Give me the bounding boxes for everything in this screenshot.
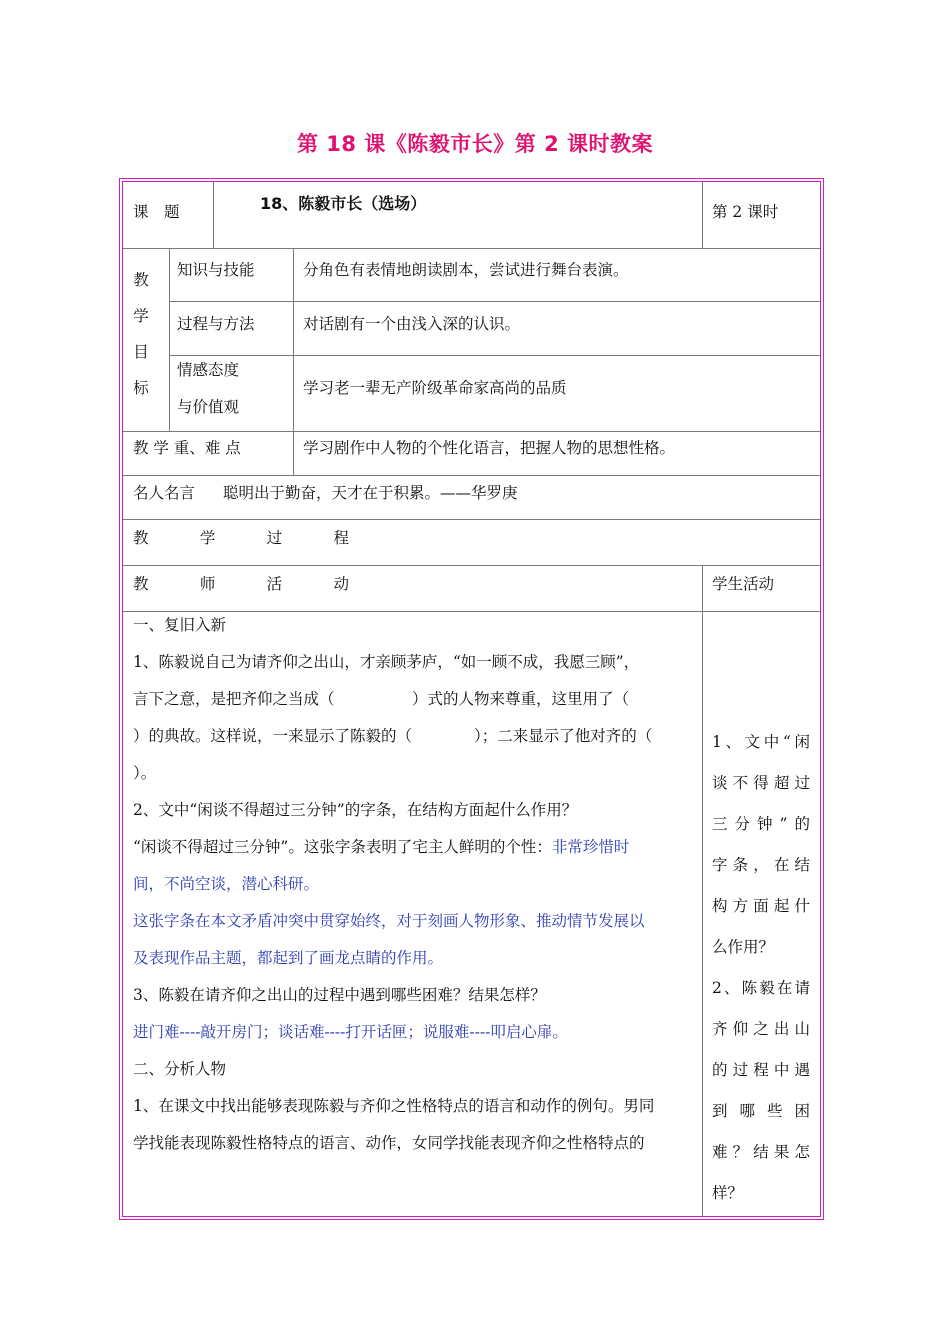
- student-line: 谈不得超过: [712, 774, 810, 792]
- student-activity-heading: 学生活动: [712, 575, 775, 593]
- quote-label: 名人名言: [133, 484, 196, 502]
- row-divider: [123, 565, 820, 566]
- content-line: 间，不尚空谈，潜心科研。: [133, 875, 320, 893]
- row-divider: [123, 519, 820, 520]
- row-divider: [123, 431, 820, 432]
- student-activity-content: [712, 722, 810, 1214]
- content-line: 及表现作品主题，都起到了画龙点睛的作用。: [133, 949, 444, 967]
- col-divider: [169, 248, 170, 432]
- content-line: ）。: [133, 764, 157, 782]
- student-line: 样？: [712, 1184, 744, 1202]
- student-line: 字条，在结: [712, 856, 810, 874]
- student-line: 到哪些困: [712, 1102, 810, 1120]
- knowledge-value: 分角色有表情地朗读剧本，尝试进行舞台表演。: [303, 261, 629, 279]
- row-divider: [169, 301, 820, 302]
- page-title: 第 18 课《陈毅市长》第 2 课时教案: [296, 132, 654, 156]
- focus-label: 教 学 重、难 点: [133, 439, 241, 457]
- student-line: 的过程中遇: [712, 1061, 810, 1079]
- student-line: 1、文中“闲: [712, 733, 810, 751]
- col-divider: [293, 248, 294, 476]
- content-line: ）的典故。这样说，一来显示了陈毅的（ ）；二来显示了他对齐的（: [133, 727, 653, 745]
- student-line: 三分钟”的: [712, 815, 810, 833]
- process-method-label: 过程与方法: [177, 315, 255, 333]
- content-line: 1、陈毅说自己为请齐仰之出山，才亲顾茅庐，“如一顾不成，我愿三顾”，: [133, 653, 640, 671]
- quote-value: 聪明出于勤奋，天才在于积累。——华罗庚: [223, 484, 518, 502]
- period-label: 第 2 课时: [712, 203, 779, 221]
- emotion-value: 学习老一辈无产阶级革命家高尚的品质: [303, 379, 567, 397]
- row-divider: [123, 248, 820, 249]
- teacher-activity-content: [133, 607, 693, 1162]
- content-line: 言下之意，是把齐仰之当成（ ）式的人物来尊重，这里用了（: [133, 690, 630, 708]
- student-line: 么作用？: [712, 938, 775, 956]
- student-line: 齐仰之出山: [712, 1020, 810, 1038]
- row-divider: [123, 475, 820, 476]
- student-line: 2、陈毅在请: [712, 979, 810, 997]
- content-line: “闲谈不得超过三分钟”。这张字条表明了宅主人鲜明的个性：非常珍惜时: [133, 838, 630, 856]
- focus-value: 学习剧作中人物的个性化语言，把握人物的思想性格。: [303, 439, 676, 457]
- knowledge-label: 知识与技能: [177, 261, 255, 279]
- content-line: 进门难----敲开房门；谈话难----打开话匣；说服难----叩启心扉。: [133, 1023, 568, 1041]
- content-line: 2、文中“闲谈不得超过三分钟”的字条，在结构方面起什么作用？: [133, 801, 578, 819]
- content-line: 二、分析人物: [133, 1060, 227, 1078]
- content-line: 1、在课文中找出能够表现陈毅与齐仰之性格特点的语言和动作的例句。男同: [133, 1097, 655, 1115]
- student-line: 难？结果怎: [712, 1143, 810, 1161]
- teacher-activity-heading: 教 师 活 动: [133, 575, 349, 593]
- col-divider: [213, 182, 214, 249]
- goals-label: 教 学 目 标: [133, 271, 149, 397]
- content-line: 一、复旧入新: [133, 616, 227, 634]
- student-line: 构方面起什: [712, 897, 810, 915]
- content-line: 学找能表现陈毅性格特点的语言、动作，女同学找能表现齐仰之性格特点的: [133, 1134, 645, 1152]
- emotion-label-1: 情感态度: [177, 361, 240, 379]
- process-method-value: 对话剧有一个由浅入深的认识。: [303, 315, 521, 333]
- col-divider: [702, 565, 703, 1216]
- emotion-label-2: 与价值观: [177, 398, 240, 416]
- process-heading: 教 学 过 程: [133, 529, 349, 547]
- col-divider: [702, 182, 703, 249]
- row-divider: [169, 355, 820, 356]
- content-line: 这张字条在本文矛盾冲突中贯穿始终，对于刻画人物形象、推动情节发展以: [133, 912, 645, 930]
- topic-value: 18、陈毅市长（选场）: [260, 194, 427, 213]
- content-line: 3、陈毅在请齐仰之出山的过程中遇到哪些困难？结果怎样？: [133, 986, 546, 1004]
- topic-label: 课 题: [133, 203, 180, 221]
